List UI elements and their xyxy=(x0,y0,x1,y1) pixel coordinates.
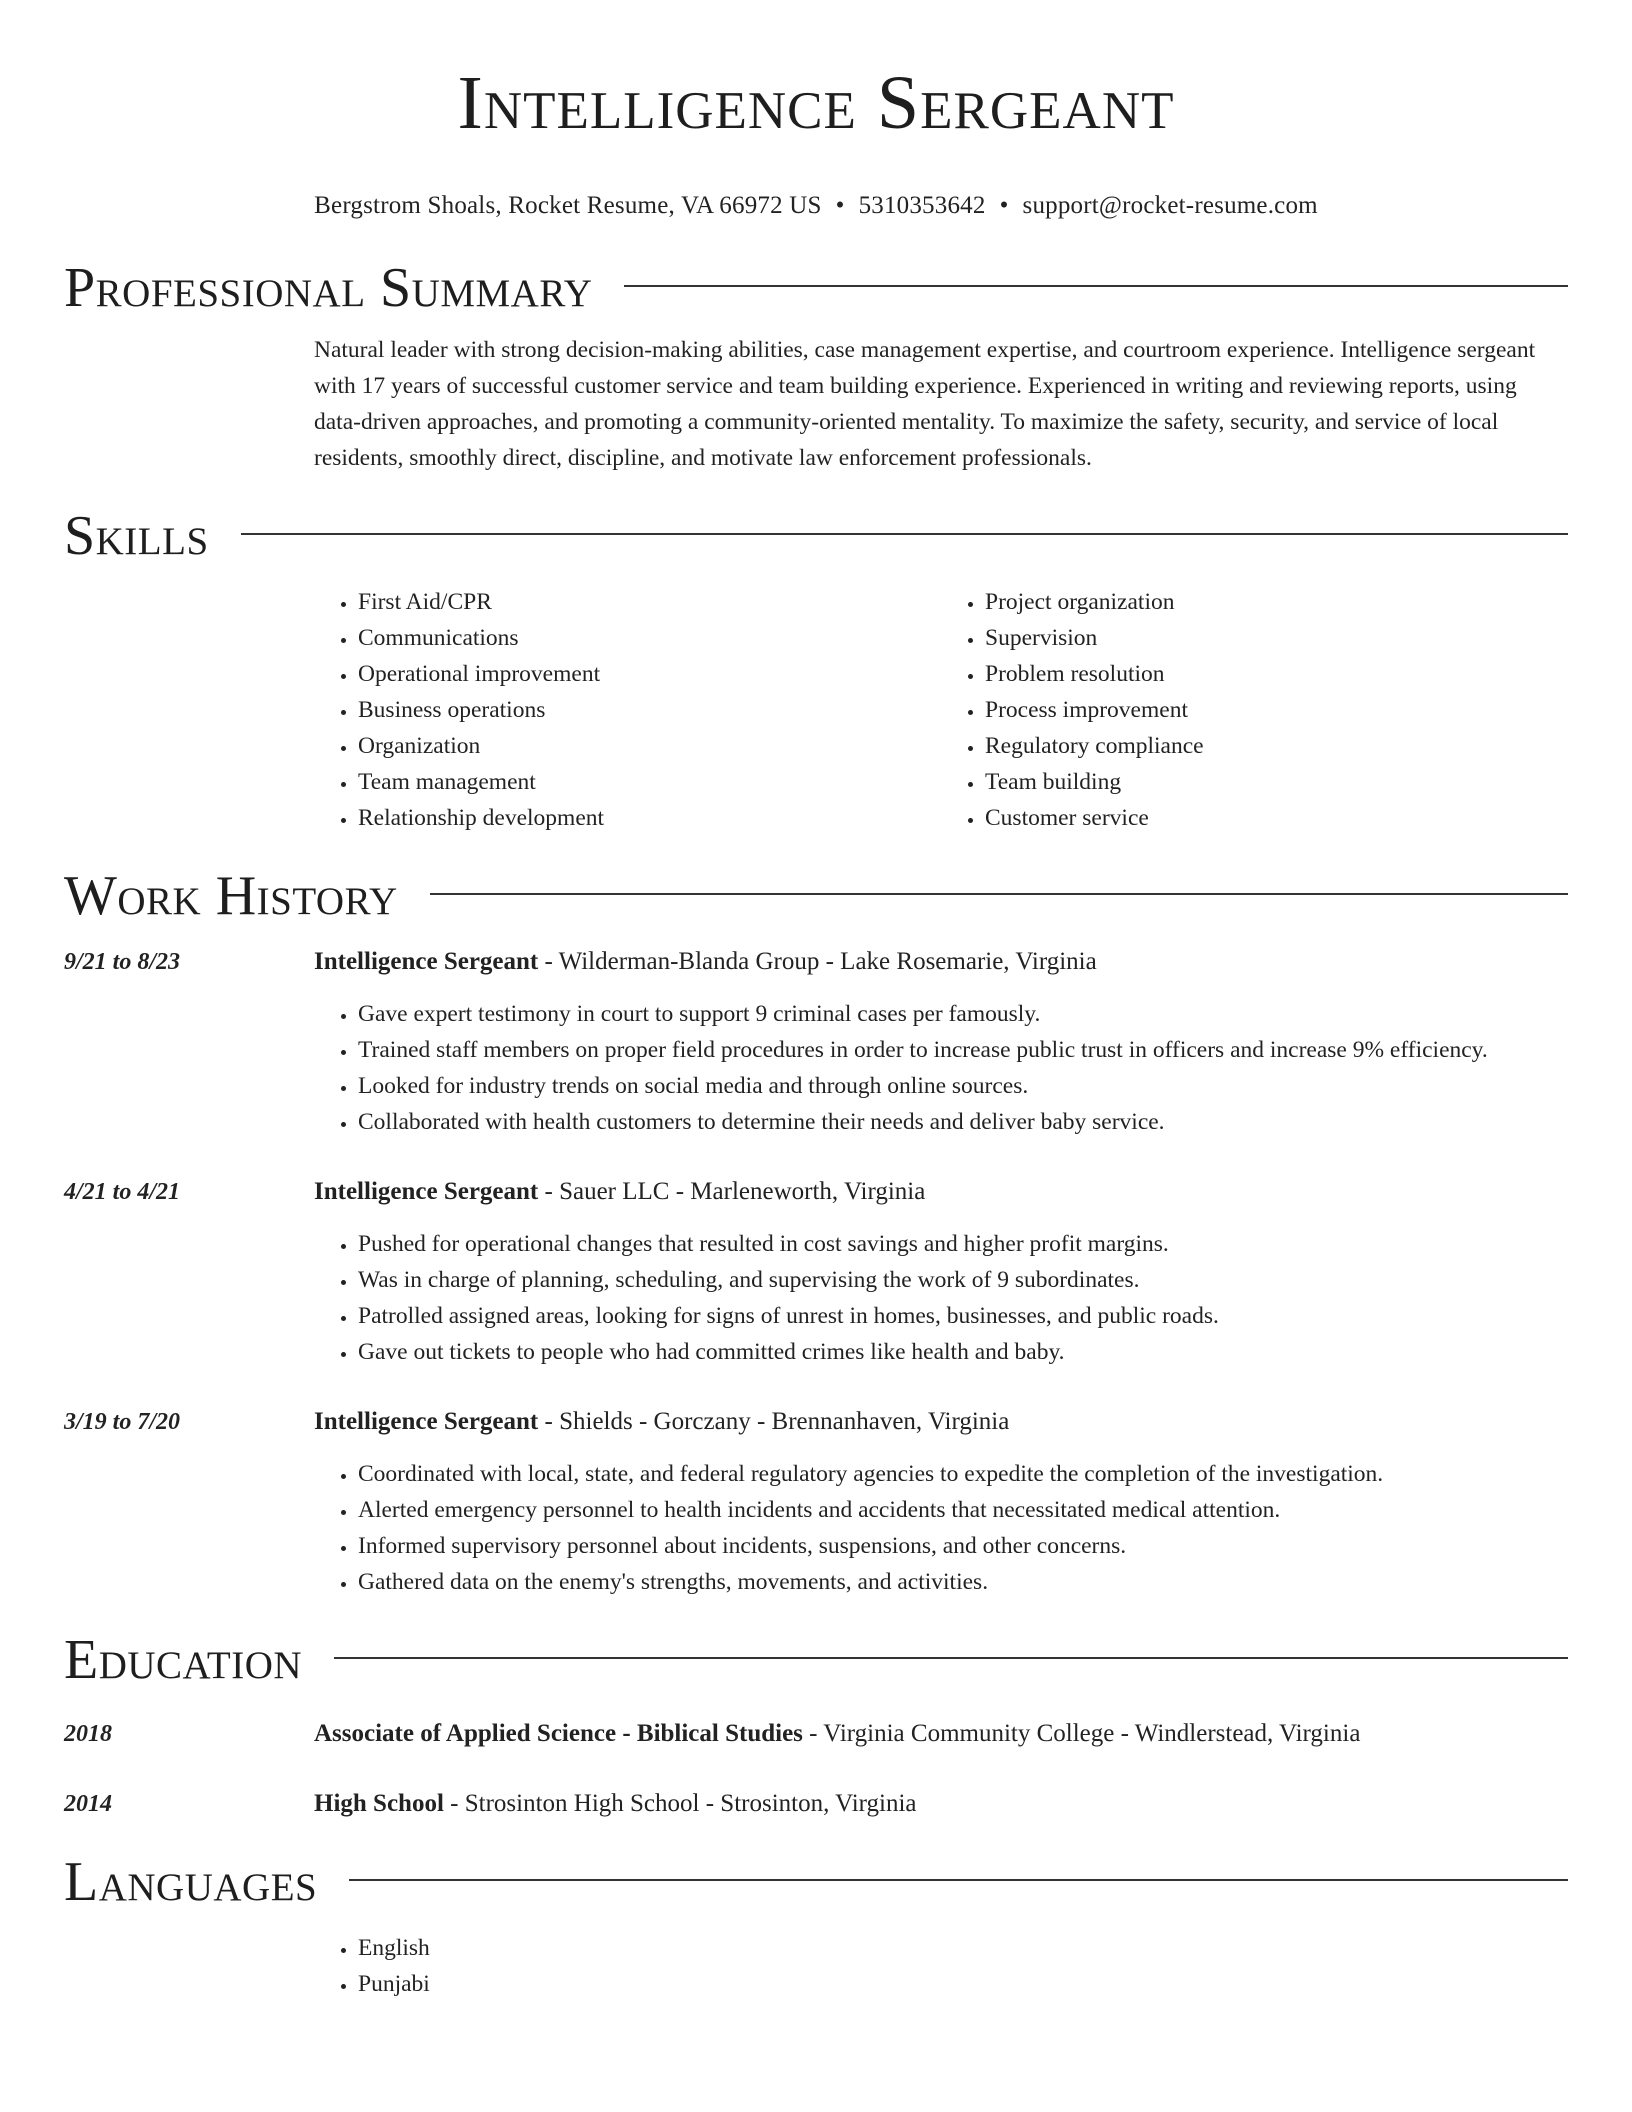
section-divider xyxy=(430,893,1568,895)
skill-item: • Regulatory compliance xyxy=(985,728,1568,764)
skill-item: • First Aid/CPR xyxy=(358,584,941,620)
work-entry xyxy=(64,1174,1568,1370)
work-employer: - Wilderman-Blanda Group - Lake Rosemarie, Virginia xyxy=(538,948,1097,975)
resume-name: Intelligence Sergeant xyxy=(457,61,1175,145)
work-employer: - Sauer LLC - Marleneworth, Virginia xyxy=(538,1178,926,1205)
work-bullet: • Pushed for operational changes that resulted in cost savings and higher profit margins. xyxy=(358,1226,1568,1262)
summary-section-title: Professional Summary xyxy=(64,257,593,319)
skills-section-header xyxy=(64,506,1568,566)
education-school: - Strosinton High School - Strosinton, Virginia xyxy=(443,1790,917,1817)
work-title: Intelligence Sergeant xyxy=(314,1408,539,1435)
work-employer: - Shields - Gorczany - Brennanhaven, Virginia xyxy=(538,1408,1010,1435)
skills-section-title: Skills xyxy=(64,505,209,567)
work-title: Intelligence Sergeant xyxy=(314,948,539,975)
contact-phone: 5310353642 xyxy=(858,192,986,219)
education-year: 2014 xyxy=(64,1791,112,1817)
education-degree: Associate of Applied Science - Biblical Studies xyxy=(314,1720,803,1747)
work-dates: 3/19 to 7/20 xyxy=(64,1409,181,1435)
skill-item: • Business operations xyxy=(358,692,941,728)
work-bullet: • Patrolled assigned areas, looking for signs of unrest in homes, businesses, and public roads. xyxy=(358,1298,1568,1334)
section-divider xyxy=(241,533,1568,535)
skill-item: • Team building xyxy=(985,764,1568,800)
section-divider xyxy=(334,1657,1568,1659)
work-title-line xyxy=(314,1174,1568,1210)
work-entry xyxy=(64,1404,1568,1600)
languages-list xyxy=(314,1930,1568,2002)
education-year: 2018 xyxy=(64,1721,112,1747)
work-bullets xyxy=(314,1226,1568,1370)
work-bullet: • Was in charge of planning, scheduling, and supervising the work of 9 subordinates. xyxy=(358,1262,1568,1298)
education-line xyxy=(314,1786,917,1822)
contact-line xyxy=(64,192,1568,220)
section-divider xyxy=(624,285,1568,287)
education-entry xyxy=(64,1786,1568,1822)
skills-column-right xyxy=(941,584,1568,836)
work-bullet: • Alerted emergency personnel to health incidents and accidents that necessitated medical attention. xyxy=(358,1492,1568,1528)
skills-list xyxy=(314,584,1568,836)
work-title-line xyxy=(314,1404,1568,1440)
work-bullets xyxy=(314,1456,1568,1600)
skill-item: • Project organization xyxy=(985,584,1568,620)
education-section-header xyxy=(64,1630,1568,1690)
work-bullet: • Trained staff members on proper field procedures in order to increase public trust in officers and increase 9% efficiency. xyxy=(358,1032,1568,1068)
work-entry xyxy=(64,944,1568,1140)
education-line xyxy=(314,1716,1360,1752)
work-bullet: • Looked for industry trends on social media and through online sources. xyxy=(358,1068,1568,1104)
contact-separator: • xyxy=(999,192,1009,219)
contact-separator: • xyxy=(835,192,845,219)
skill-item: • Problem resolution xyxy=(985,656,1568,692)
skill-item: • Relationship development xyxy=(358,800,941,836)
work-section-title: Work History xyxy=(64,865,398,927)
work-dates: 9/21 to 8/23 xyxy=(64,949,181,975)
work-bullet: • Coordinated with local, state, and federal regulatory agencies to expedite the completion of the investigation. xyxy=(358,1456,1568,1492)
skill-item: • Organization xyxy=(358,728,941,764)
work-bullet: • Gave out tickets to people who had committed crimes like health and baby. xyxy=(358,1334,1568,1370)
work-bullet: • Gathered data on the enemy's strengths, movements, and activities. xyxy=(358,1564,1568,1600)
language-item: • English xyxy=(358,1930,1568,1966)
language-item: • Punjabi xyxy=(358,1966,1568,2002)
work-title-line xyxy=(314,944,1568,980)
languages-section-header xyxy=(64,1852,1568,1912)
skills-column-left xyxy=(314,584,941,836)
skill-item: • Process improvement xyxy=(985,692,1568,728)
contact-address: Bergstrom Shoals, Rocket Resume, VA 66972 US xyxy=(314,192,822,219)
work-section-header xyxy=(64,866,1568,926)
work-bullet: • Gave expert testimony in court to support 9 criminal cases per famously. xyxy=(358,996,1568,1032)
summary-section-header xyxy=(64,258,1568,318)
skill-item: • Supervision xyxy=(985,620,1568,656)
skill-item: • Communications xyxy=(358,620,941,656)
work-bullets xyxy=(314,996,1568,1140)
work-dates: 4/21 to 4/21 xyxy=(64,1179,181,1205)
work-title: Intelligence Sergeant xyxy=(314,1178,539,1205)
skill-item: • Customer service xyxy=(985,800,1568,836)
education-degree: High School xyxy=(314,1790,444,1817)
education-entry xyxy=(64,1716,1568,1752)
summary-text: Natural leader with strong decision-making abilities, case management expertise, and courtroom experience. Intelligence sergeant with 17 years of successful customer service and team building experience. Experienced in writing and reviewing reports, using data-driven approaches, and promoting a community-oriented mentality. To maximize the safety, security, and service of local residents, smoothly direct, discipline, and motivate law enforcement professionals. xyxy=(314,337,1536,471)
education-section-title: Education xyxy=(64,1629,303,1691)
education-school: - Virginia Community College - Windlerstead, Virginia xyxy=(802,1720,1361,1747)
work-bullet: • Informed supervisory personnel about incidents, suspensions, and other concerns. xyxy=(358,1528,1568,1564)
languages-section-title: Languages xyxy=(64,1851,318,1913)
section-divider xyxy=(349,1879,1568,1881)
skill-item: • Operational improvement xyxy=(358,656,941,692)
skill-item: • Team management xyxy=(358,764,941,800)
work-bullet: • Collaborated with health customers to determine their needs and deliver baby service. xyxy=(358,1104,1568,1140)
contact-email: support@rocket-resume.com xyxy=(1022,192,1318,219)
